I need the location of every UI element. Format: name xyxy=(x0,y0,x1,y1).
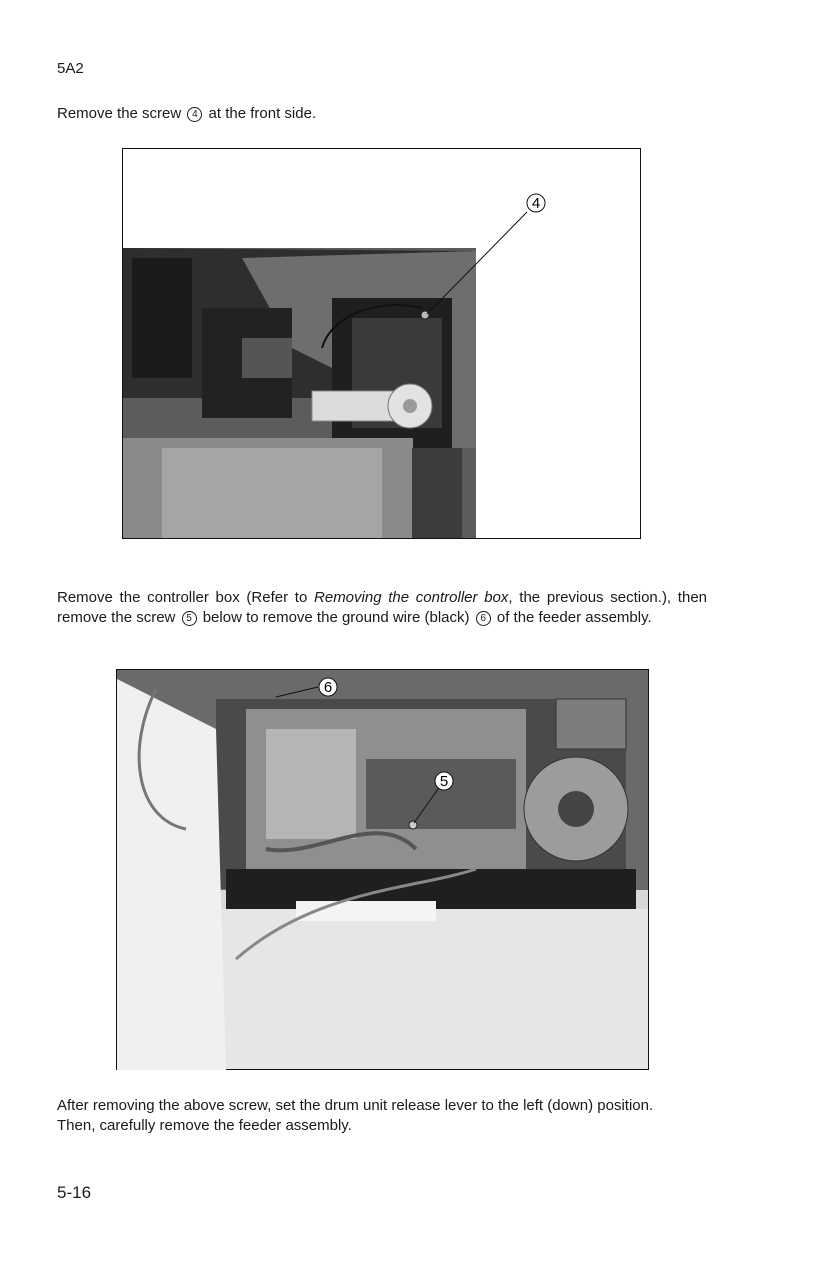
step-2-instruction xyxy=(57,588,707,628)
circled-number-4: 4 xyxy=(187,107,202,122)
step-3-line-2: Then, carefully remove the feeder assembly. xyxy=(57,1117,352,1134)
figure-2-callout-5: 5 xyxy=(439,773,449,790)
step-1-text-a: Remove the screw xyxy=(57,105,186,122)
step-2-text-c: below to remove the ground wire (black) xyxy=(198,609,474,626)
figure-1-callout-4: 4 xyxy=(531,195,541,212)
circled-number-5: 5 xyxy=(182,611,197,626)
step-2-text-b: , the previous section.), then remove the screw xyxy=(57,589,708,626)
step-2-text-d: of the feeder assembly. xyxy=(492,609,652,626)
figure-2-photo xyxy=(116,669,649,1070)
figure-1-photo xyxy=(122,148,641,539)
step-3-line-1: After removing the above screw, set the drum unit release lever to the left (down) position. xyxy=(57,1097,654,1114)
step-1-text-b: at the front side. xyxy=(204,105,317,122)
step-2-reference: Removing the controller box xyxy=(314,589,509,606)
figure-2-callout-6: 6 xyxy=(323,679,333,696)
section-code: 5A2 xyxy=(57,60,84,77)
figure-1-illustration xyxy=(122,148,641,539)
step-1-instruction xyxy=(57,104,316,124)
step-3-instruction xyxy=(57,1096,717,1136)
circled-number-6: 6 xyxy=(476,611,491,626)
page-number: 5-16 xyxy=(57,1183,92,1202)
step-2-text-a: Remove the controller box (Refer to xyxy=(57,589,315,606)
figure-2-illustration xyxy=(116,669,649,1070)
